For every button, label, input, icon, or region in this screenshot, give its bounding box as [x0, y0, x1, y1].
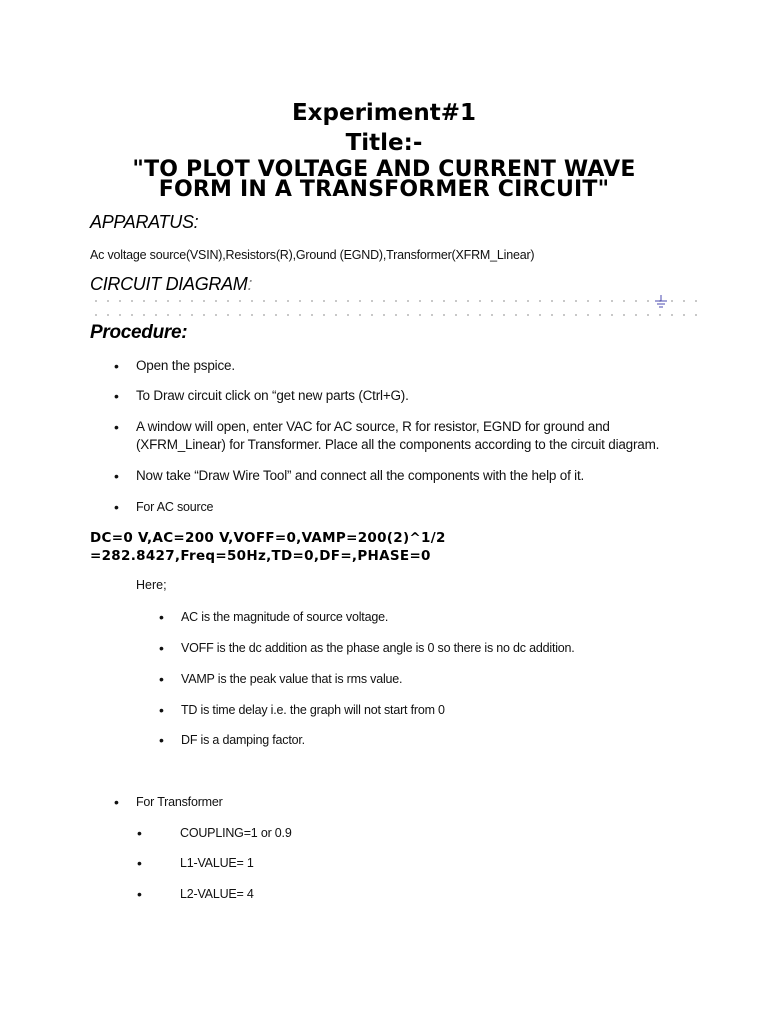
list-item-text: A window will open, enter VAC for AC source, R for resistor, EGND for ground and: [136, 419, 610, 434]
circuit-diagram-heading-text: CIRCUIT DIAGRAM: [90, 274, 248, 294]
circuit-grid-row: [90, 314, 702, 316]
ac-source-parameters: [90, 529, 446, 565]
list-item: [159, 701, 701, 719]
bullet-glyph: •: [137, 825, 142, 841]
list-item-text: VOFF is the dc addition as the phase angle is 0 so there is no dc addition.: [181, 641, 575, 655]
apparatus-list: Ac voltage source(VSIN),Resistors(R),Ground (EGND),Transformer(XFRM_Linear): [90, 248, 535, 262]
bullet-glyph: •: [114, 468, 119, 484]
list-item-text: Now take “Draw Wire Tool” and connect all the components with the help of it.: [136, 468, 585, 483]
bullet-glyph: •: [159, 702, 164, 718]
circuit-grid-row: [90, 300, 702, 302]
list-item: [114, 467, 696, 485]
list-item-text: Open the pspice.: [136, 358, 235, 373]
title-label: Title:-: [345, 130, 423, 156]
bullet-glyph: •: [137, 855, 142, 871]
list-item-text: AC is the magnitude of source voltage.: [181, 610, 389, 624]
list-item: [159, 670, 701, 688]
experiment-number: Experiment#1: [291, 100, 477, 126]
experiment-title-line-2: FORM IN A TRANSFORMER CIRCUIT": [158, 177, 610, 202]
bullet-glyph: •: [114, 794, 119, 810]
list-item-text: COUPLING=1 or 0.9: [180, 826, 292, 840]
bullet-glyph: •: [114, 358, 119, 374]
list-item: [137, 854, 700, 872]
list-item: [114, 387, 696, 405]
bullet-glyph: •: [114, 419, 119, 435]
list-item-text: VAMP is the peak value that is rms value.: [181, 672, 403, 686]
bullet-glyph: •: [114, 388, 119, 404]
apparatus-heading: APPARATUS:: [90, 212, 199, 232]
circuit-diagram-heading: [90, 274, 252, 295]
list-item-text: DF is a damping factor.: [181, 733, 305, 747]
list-item: [137, 885, 700, 903]
list-item: [159, 731, 701, 749]
bullet-glyph: •: [114, 499, 119, 515]
list-item: [114, 357, 696, 375]
experiment-title-line-1: "TO PLOT VOLTAGE AND CURRENT WAVE: [132, 157, 636, 182]
list-item: [114, 793, 696, 811]
bullet-glyph: •: [159, 671, 164, 687]
list-item-text: L1-VALUE= 1: [180, 856, 254, 870]
list-item: [114, 498, 696, 516]
bullet-glyph: •: [137, 886, 142, 902]
list-item-text: TD is time delay i.e. the graph will not start from 0: [181, 703, 445, 717]
experiment-title: [90, 157, 678, 202]
list-item: [137, 824, 700, 842]
list-item: [159, 639, 701, 657]
ac-params-line-2: =282.8427,Freq=50Hz,TD=0,DF=,PHASE=0: [90, 548, 431, 564]
bullet-glyph: •: [159, 732, 164, 748]
ground-icon: [652, 293, 670, 311]
here-label: Here;: [136, 578, 167, 592]
procedure-heading: Procedure:: [90, 322, 188, 343]
ac-params-line-1: DC=0 V,AC=200 V,VOFF=0,VAMP=200(2)^1/2: [90, 530, 446, 546]
bullet-glyph: •: [159, 640, 164, 656]
list-item-text: (XFRM_Linear) for Transformer. Place all the components according to the circuit diagram.: [136, 437, 660, 452]
list-item: [114, 418, 696, 454]
circuit-diagram-colon: :: [247, 274, 253, 294]
list-item-text: To Draw circuit click on “get new parts (Ctrl+G).: [136, 388, 409, 403]
list-item: [159, 608, 701, 626]
bullet-glyph: •: [159, 609, 164, 625]
list-item-text: L2-VALUE= 4: [180, 887, 254, 901]
list-item-text: For AC source: [136, 500, 214, 514]
list-item-text: For Transformer: [136, 795, 223, 809]
